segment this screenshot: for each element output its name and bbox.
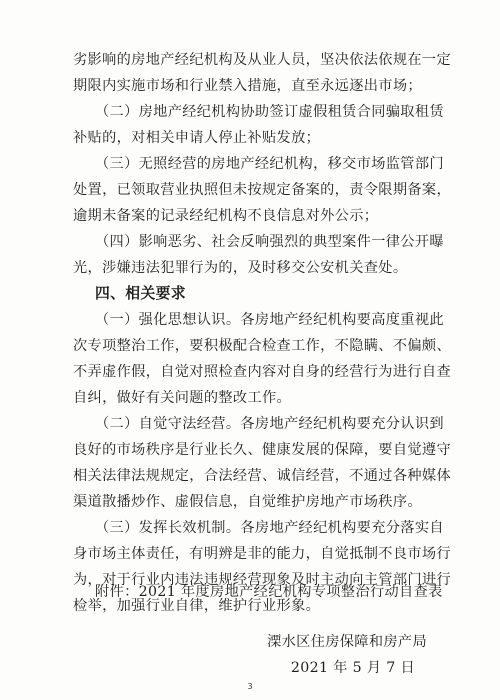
paragraph-line: （二）房地产经纪机构协助签订虚假租赁合同骗取租赁 — [95, 104, 444, 120]
paragraph-line: （一）强化思想认识。各房地产经纪机构要高度重视此 — [95, 312, 444, 328]
paragraph-line: 处置，已领取营业执照但未按规定备案的，责令限期备案， — [73, 182, 451, 198]
paragraph-line: （三）无照经营的房地产经纪机构，移交市场监管部门 — [95, 156, 444, 172]
paragraph-line: 光，涉嫌违法犯罪行为的，及时移交公安机关查处。 — [73, 260, 408, 276]
paragraph-line: （二）自觉守法经营。各房地产经纪机构要充分认识到 — [95, 416, 444, 432]
paragraph-line: 为，对于行业内违法违规经营现象及时主动向主管部门进行 — [73, 572, 451, 588]
paragraph-line: 劣影响的房地产经纪机构及从业人员，坚决依法依规在一定 — [73, 52, 451, 68]
paragraph-line: 良好的市场秩序是行业长久、健康发展的保障，要自觉遵守 — [73, 442, 451, 458]
paragraph-line: 渠道散播炒作、虚假信息，自觉维护房地产市场秩序。 — [73, 494, 422, 510]
paragraph-line: （四）影响恶劣、社会反响强烈的典型案件一律公开曝 — [95, 234, 444, 250]
signature-date: 2021 年 5 月 7 日 — [290, 660, 415, 676]
section-heading: 四、相关要求 — [95, 285, 186, 302]
signature-org: 溧水区住房保障和房产局 — [267, 634, 427, 650]
paragraph-line: 逾期未备案的记录经纪机构不良信息对外公示； — [73, 208, 379, 224]
paragraph-line: 检举，加强行业自律，维护行业形象。 — [73, 598, 321, 614]
paragraph-line: 不弄虚作假，自觉对照检查内容对自身的经营行为进行自查 — [73, 364, 451, 380]
paragraph-line: 相关法律法规规定，合法经营、诚信经营，不通过各种媒体 — [73, 468, 451, 484]
paragraph-line: 次专项整治工作，要积极配合检查工作，不隐瞒、不偏颇、 — [73, 338, 451, 354]
paragraph-line: 自纠，做好有关问题的整改工作。 — [73, 390, 292, 406]
page-number: 3 — [247, 682, 253, 691]
paragraph-line: 补贴的，对相关申请人停止补贴发放； — [73, 130, 321, 146]
paragraph-line: （三）发挥长效机制。各房地产经纪机构要充分落实自 — [95, 520, 444, 536]
paragraph-line: 身市场主体责任，有明辨是非的能力，自觉抵制不良市场行 — [73, 546, 451, 562]
paragraph-line: 期限内实施市场和行业禁入措施，直至永远逐出市场； — [73, 78, 422, 94]
attachment-line: 附件：2021 年度房地产经纪机构专项整治行动自查表 — [95, 584, 443, 600]
